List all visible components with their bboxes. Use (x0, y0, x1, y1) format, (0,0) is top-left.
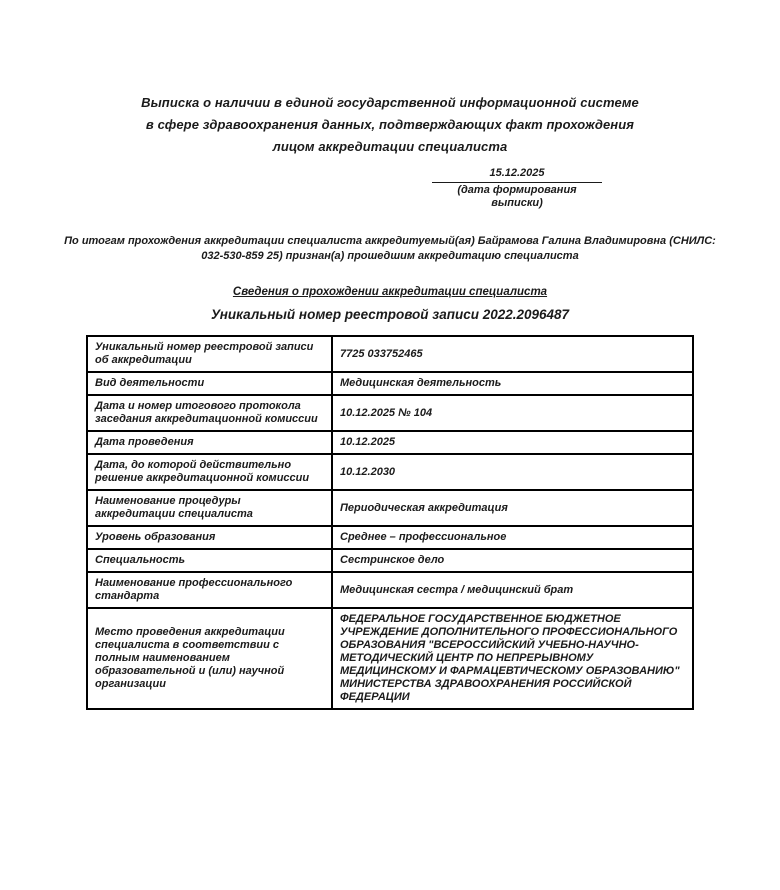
row-value: Медицинская сестра / медицинский брат (332, 572, 693, 608)
row-value: ФЕДЕРАЛЬНОЕ ГОСУДАРСТВЕННОЕ БЮДЖЕТНОЕ УЧРЕЖДЕНИЕ ДОПОЛНИТЕЛЬНОГО ПРОФЕССИОНАЛЬНОГО ОБРАЗОВАНИЯ "ВСЕРОССИЙСКИЙ УЧЕБНО-НАУЧНО-МЕТОДИЧЕСКИЙ ЦЕНТР ПО НЕПРЕРЫВНОМУ МЕДИЦИНСКОМУ И ФАРМАЦЕВТИЧЕСКОМУ ОБРАЗОВАНИЮ" МИНИСТЕРСТВА ЗДРАВООХРАНЕНИЯ РОССИЙСКОЙ ФЕДЕРАЦИИ (332, 608, 693, 709)
row-label: Наименование процедуры аккредитации специалиста (87, 490, 332, 526)
row-label: Дата проведения (87, 431, 332, 454)
table-row (87, 395, 693, 431)
row-value: 10.12.2025 (332, 431, 693, 454)
table-row (87, 608, 693, 709)
document-title: Выписка о наличии в единой государственной информационной системе в сфере здравоохранения данных, подтверждающих факт прохождения лицом аккредитации специалиста (141, 95, 639, 154)
row-label: Вид деятельности (87, 372, 332, 395)
extract-date-caption: (дата формирования выписки) (457, 184, 577, 209)
table-row (87, 526, 693, 549)
extract-date: 15.12.2025 (432, 167, 602, 183)
row-value: 7725 033752465 (332, 336, 693, 372)
row-label: Уникальный номер реестровой записи об аккредитации (87, 336, 332, 372)
section-header: Сведения о прохождении аккредитации специалиста (232, 286, 548, 298)
row-label: Специальность (87, 549, 332, 572)
row-value: Периодическая аккредитация (332, 490, 693, 526)
row-value: 10.12.2025 № 104 (332, 395, 693, 431)
row-label: Дата, до которой действительно решение аккредитационной комиссии (87, 454, 332, 490)
date-block (432, 167, 602, 210)
row-label: Дата и номер итогового протокола заседания аккредитационной комиссии (87, 395, 332, 431)
table-row (87, 431, 693, 454)
row-value: Среднее – профессиональное (332, 526, 693, 549)
table-row (87, 572, 693, 608)
row-value: Сестринское дело (332, 549, 693, 572)
accreditation-table-body (87, 336, 693, 709)
row-value: Медицинская деятельность (332, 372, 693, 395)
table-row (87, 336, 693, 372)
table-row (87, 372, 693, 395)
registry-number-heading: Уникальный номер реестровой записи 2022.2096487 (210, 307, 570, 322)
row-value: 10.12.2030 (332, 454, 693, 490)
table-row (87, 454, 693, 490)
accreditation-table (86, 335, 694, 710)
row-label: Место проведения аккредитации специалиста в соответствии с полным наименованием образовательной и (или) научной организации (87, 608, 332, 709)
table-row (87, 490, 693, 526)
table-row (87, 549, 693, 572)
row-label: Наименование профессионального стандарта (87, 572, 332, 608)
intro-paragraph: По итогам прохождения аккредитации специалиста аккредитуемый(ая) Байрамова Галина Владимировна (СНИЛС: 032-530-859 25) признан(а) прошедшим аккредитацию специалиста (64, 235, 716, 262)
row-label: Уровень образования (87, 526, 332, 549)
